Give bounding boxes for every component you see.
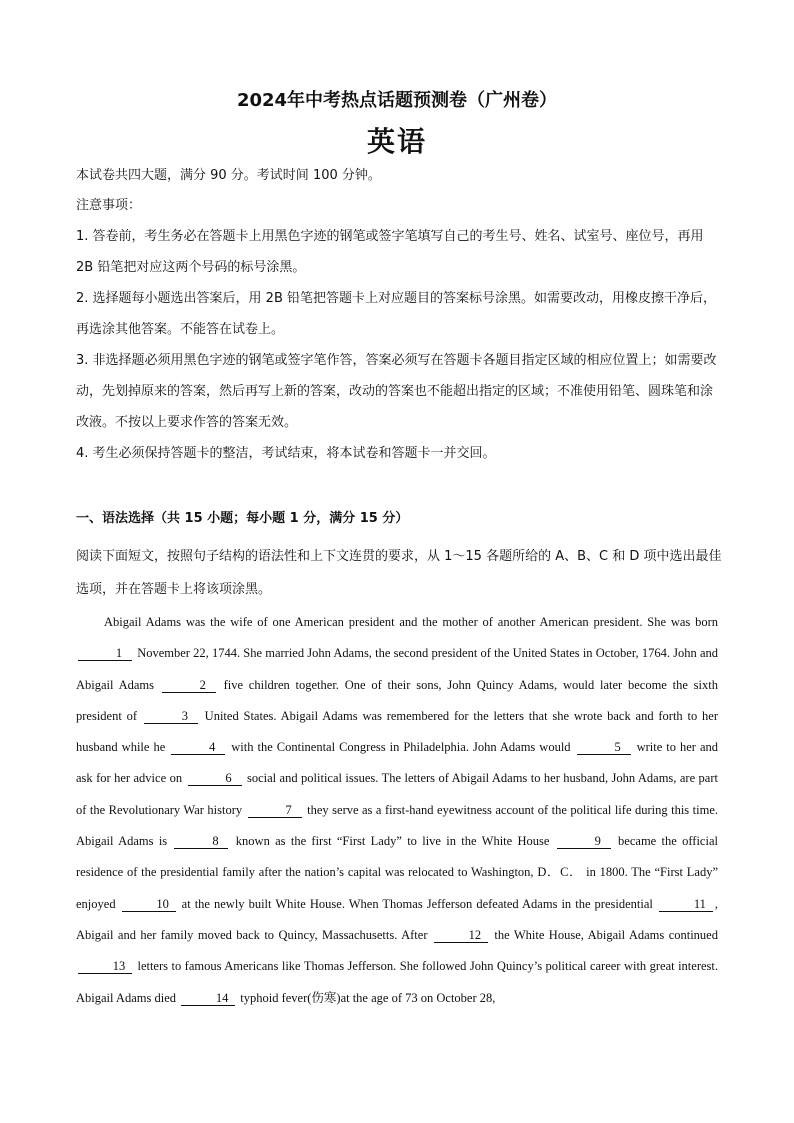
passage-text: five children together. One of their sons, John Quincy Adams, would later become the sixth president of <box>76 677 718 723</box>
blank-7: 7 <box>248 803 302 818</box>
passage-text: November 22, 1744. She married John Adams, the second president of the United States in October, 1764. John and Abigail Adams <box>76 646 718 692</box>
passage-text: Abigail Adams was the wife of one American president and the mother of another American president. She was born <box>104 615 718 629</box>
passage-paragraph <box>76 607 718 1014</box>
passage-text: the White House, Abigail Adams continued <box>489 927 718 942</box>
passage-text: United States. Abigail Adams was remembered for the letters that she wrote back and forth to her husband while he <box>76 708 718 755</box>
blank-10: 10 <box>122 897 176 912</box>
note-item: 1. 答卷前，考生务必在答题卡上用黑色字迹的钢笔或签字笔填写自己的考生号、姓名、试室号、座位号，再用 2B 铅笔把对应这两个号码的标号涂黑。 <box>76 229 704 275</box>
blank-5: 5 <box>577 740 631 755</box>
blank-4: 4 <box>171 740 225 755</box>
passage-text: social and political issues. The letters of Abigail Adams to her husband, John Adams, are part of the Revolutionary War history <box>76 771 718 817</box>
notes-block <box>76 190 724 469</box>
blank-13: 13 <box>78 959 132 974</box>
blank-1: 1 <box>78 646 132 661</box>
blank-14: 14 <box>181 991 235 1006</box>
blank-6: 6 <box>188 771 242 786</box>
blank-12: 12 <box>434 928 488 943</box>
blank-2: 2 <box>162 678 216 693</box>
reading-passage <box>76 607 718 1014</box>
passage-text: with the Continental Congress in Philadelphia. John Adams would <box>227 740 575 755</box>
passage-text: they serve as a first-hand eyewitness account of the political life during this time. Abigail Adams is <box>76 802 718 849</box>
section-instruction: 阅读下面短文，按照句子结构的语法性和上下文连贯的要求，从 1～15 各题所给的 A、B、C 和 D 项中选出最佳选项，并在答题卡上将该项涂黑。 <box>76 549 722 597</box>
passage-text: typhoid fever(伤寒)at the age of 73 on October 28, <box>237 990 496 1005</box>
blank-8: 8 <box>174 834 228 849</box>
section-heading: 一、语法选择（共 15 小题；每小题 1 分，满分 15 分） <box>76 511 409 526</box>
blank-3: 3 <box>144 709 198 724</box>
notes-heading: 注意事项： <box>76 198 142 213</box>
note-item: 2. 选择题每小题选出答案后，用 2B 铅笔把答题卡上对应题目的答案标号涂黑。如需要改动，用橡皮擦干净后，再选涂其他答案。不能答在试卷上。 <box>76 291 716 337</box>
note-item: 4. 考生必须保持答题卡的整洁，考试结束，将本试卷和答题卡一并交回。 <box>76 446 496 461</box>
passage-text: known as the first “First Lady” to live in the White House <box>230 834 555 849</box>
blank-9: 9 <box>557 834 611 849</box>
subject-title: 英语 <box>366 125 427 158</box>
passage-text: write to her and ask for her advice on <box>76 740 718 786</box>
passage-text: at the newly built White House. When Thomas Jefferson defeated Adams in the presidential <box>177 896 657 911</box>
exam-intro: 本试卷共四大题，满分 90 分。考试时间 100 分钟。 <box>76 168 381 183</box>
passage-text: letters to famous Americans like Thomas Jefferson. She followed John Quincy’s political career with great interest. Abigail Adams died <box>76 959 718 1005</box>
note-item: 3. 非选择题必须用黑色字迹的钢笔或签字笔作答，答案必须写在答题卡各题目指定区域的相应位置上；如需要改动，先划掉原来的答案，然后再写上新的答案，改动的答案也不能超出指定的区域；不准使用铅笔、圆珠笔和涂改液。不按以上要求作答的答案无效。 <box>76 353 717 430</box>
exam-title: 2024年中考热点话题预测卷（广州卷） <box>236 90 558 111</box>
blank-11: 11 <box>659 897 713 912</box>
passage-text: , Abigail and her family moved back to Quincy, Massachusetts. After <box>76 896 718 942</box>
passage-text: became the official residence of the presidential family after the nation’s capital was relocated to Washington, D．C． in 1800. The “First Lady” enjoyed <box>76 834 718 911</box>
